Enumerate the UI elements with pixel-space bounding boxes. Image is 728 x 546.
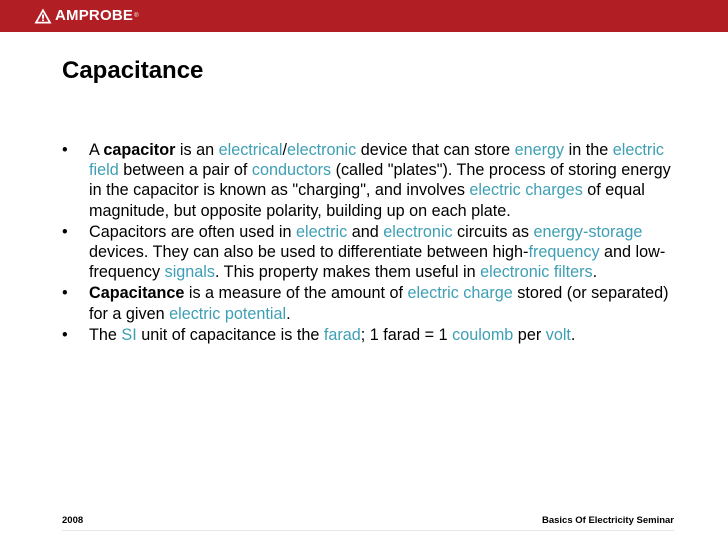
- bullet-list: [62, 140, 678, 345]
- hyperlink[interactable]: farad: [323, 325, 361, 344]
- bold-term: capacitor: [103, 141, 176, 159]
- bullet-text: . This property makes them useful in: [214, 263, 481, 282]
- warning-triangle-icon: [34, 8, 52, 24]
- bold-term: Capacitance: [89, 284, 185, 303]
- bullet-item: [62, 283, 678, 323]
- hyperlink[interactable]: conductors: [251, 161, 332, 180]
- hyperlink[interactable]: frequency: [528, 243, 600, 262]
- hyperlink[interactable]: electrical: [218, 141, 283, 159]
- bullet-text: .: [570, 325, 576, 344]
- header-bar: [0, 0, 728, 32]
- bullet-text: A: [89, 141, 104, 159]
- hyperlink[interactable]: signals: [164, 263, 215, 282]
- hyperlink[interactable]: energy: [514, 141, 565, 159]
- hyperlink[interactable]: energy-storage: [533, 222, 643, 241]
- bullet-text: .: [592, 263, 598, 282]
- footer-year: 2008: [62, 515, 84, 526]
- footer-divider: [62, 530, 674, 531]
- hyperlink[interactable]: electric charge: [407, 284, 513, 303]
- hyperlink[interactable]: SI: [121, 325, 137, 344]
- bullet-text: stored (or separated) for a given: [89, 284, 669, 323]
- bullet-text: of equal magnitude, but opposite polarity, building up on each plate.: [89, 181, 645, 220]
- slide-title: Capacitance: [62, 57, 204, 84]
- bullet-text: Capacitors are often used in: [89, 222, 296, 241]
- bullet-text: devices. They can also be used to differentiate between high-: [89, 243, 529, 262]
- hyperlink[interactable]: electric potential: [169, 304, 287, 323]
- bullet-text: .: [286, 304, 291, 323]
- bullet-text: ; 1 farad = 1: [360, 325, 453, 344]
- bullet-text: circuits as: [452, 222, 534, 241]
- amprobe-logo: [34, 7, 139, 25]
- hyperlink[interactable]: electric: [295, 222, 348, 241]
- bullet-item: [62, 325, 678, 345]
- bullet-text: (called "plates"). The process of storing energy in the capacitor is known as "charging", and involves: [89, 161, 671, 200]
- hyperlink[interactable]: coulomb: [452, 325, 514, 344]
- bullet-text: /: [282, 141, 287, 159]
- bullet-text: The: [89, 325, 122, 344]
- bullet-item: [62, 140, 678, 221]
- bullet-text: in the: [564, 141, 613, 159]
- bullet-text: is a measure of the amount of: [184, 284, 408, 303]
- bullet-text: device that can store: [356, 141, 515, 159]
- bullet-text: unit of capacitance is the: [136, 325, 324, 344]
- bullet-text: and low-frequency: [89, 243, 666, 282]
- hyperlink[interactable]: electronic filters: [480, 263, 593, 282]
- bullet-item: [62, 222, 678, 283]
- hyperlink[interactable]: electric field: [89, 141, 665, 180]
- footer-seminar-title: Basics Of Electricity Seminar: [541, 515, 674, 526]
- bullet-text: and: [347, 222, 384, 241]
- hyperlink[interactable]: electric charges: [469, 181, 583, 200]
- hyperlink[interactable]: volt: [545, 325, 571, 344]
- bullet-text: is an: [175, 141, 219, 159]
- bullet-text: between a pair of: [118, 161, 252, 180]
- registered-mark: ®: [134, 13, 139, 19]
- brand-name: AMPROBE: [55, 7, 134, 24]
- hyperlink[interactable]: electronic: [286, 141, 357, 159]
- bullet-text: per: [513, 325, 546, 344]
- hyperlink[interactable]: electronic: [383, 222, 453, 241]
